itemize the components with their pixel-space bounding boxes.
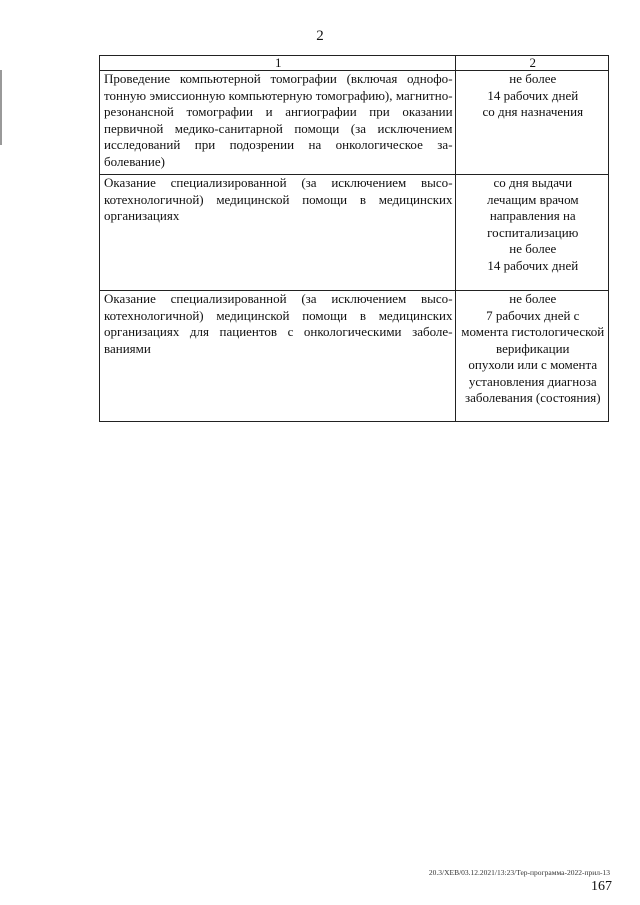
page-number-bottom: 167	[591, 879, 612, 894]
scan-edge-mark	[0, 70, 2, 145]
column-header-2: 2	[455, 56, 608, 71]
waiting-times-table	[99, 55, 609, 422]
row-description: Проведение компьютерной томографии (включая однофотонную эмиссионную компьютерную томографию), магнитно-резонансной томографии и ангиографии при оказании первичной медико-санитарной помощи (за исключением исследований при подозрении на онкологическое заболевание)	[100, 71, 456, 175]
table-row	[100, 175, 609, 291]
row-description: Оказание специализированной (за исключением высокотехнологичной) медицинской помощи в медицинских организациях для пациентов с онкологическими заболеваниями	[100, 291, 456, 422]
row-term: не более 7 рабочих дней с момента гистологической верификации опухоли или с момента установления диагноза заболевания (состояния)	[455, 291, 608, 422]
page-number-top: 2	[316, 28, 324, 44]
column-header-1: 1	[100, 56, 456, 71]
table-row	[100, 291, 609, 422]
row-description: Оказание специализированной (за исключением высокотехнологичной) медицинской помощи в медицинских организациях	[100, 175, 456, 291]
document-footer-code: 20.3/XEB/03.12.2021/13:23/Тер-программа-2022-прил-13	[428, 868, 610, 877]
row-term: не более 14 рабочих дней со дня назначения	[455, 71, 608, 175]
table-header-row	[100, 56, 609, 71]
row-term: со дня выдачи лечащим врачом направления на госпитализацию не более 14 рабочих дней	[455, 175, 608, 291]
table-row	[100, 71, 609, 175]
